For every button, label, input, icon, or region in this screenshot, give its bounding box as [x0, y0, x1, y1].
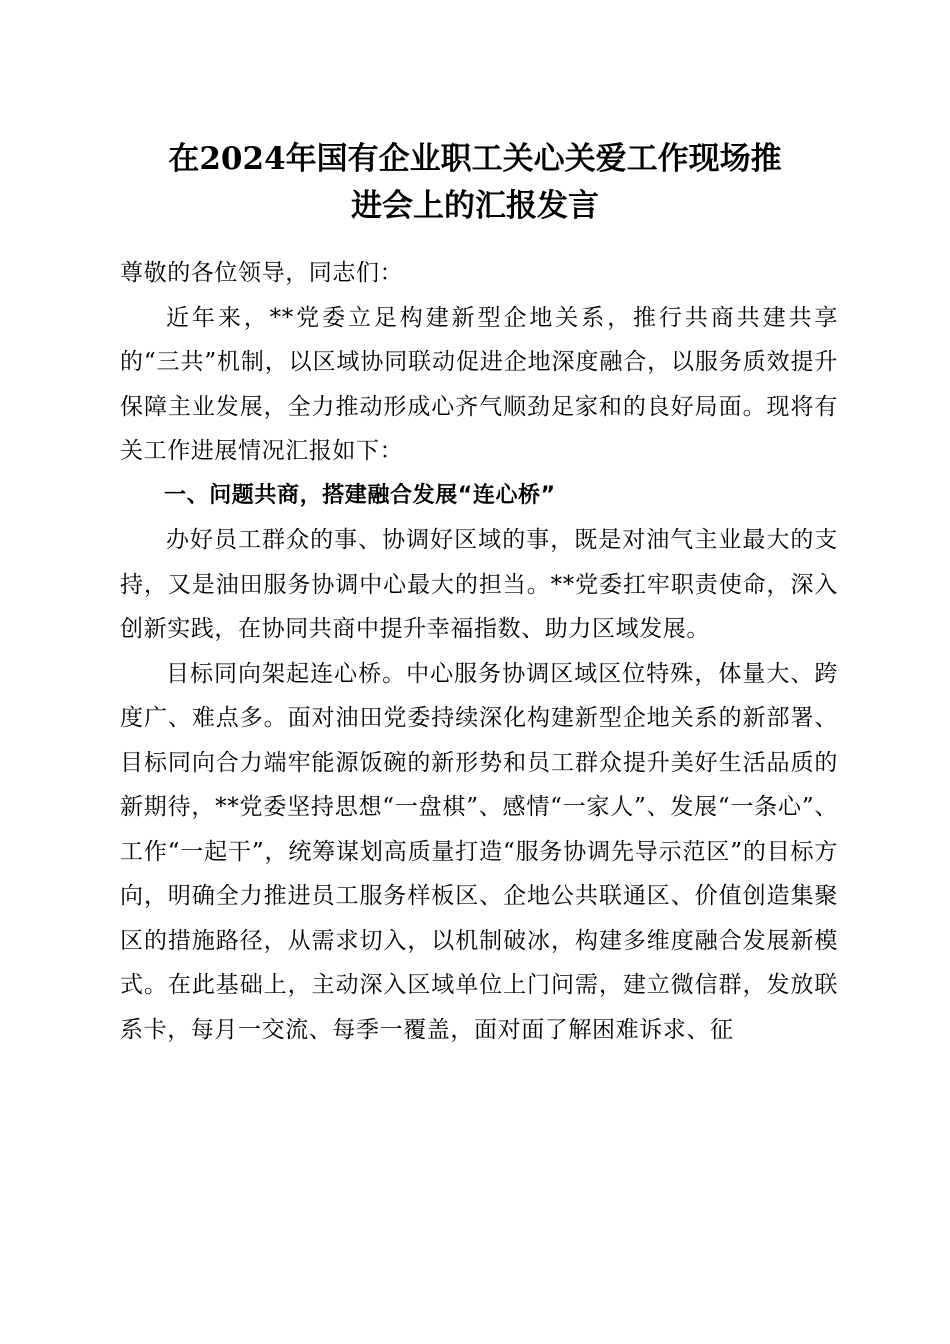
title-line-1: 在2024年国有企业职工关心关爱工作现场推 [168, 141, 782, 177]
document-title [110, 136, 840, 230]
salutation: 尊敬的各位领导，同志们： [120, 260, 404, 286]
title-line-2: 进会上的汇报发言 [351, 188, 599, 224]
document-body [120, 251, 838, 1052]
intro-paragraph: 近年来，**党委立足构建新型企地关系，推行共商共建共享的“三共”机制，以区域协同联动促进企地深度融合，以服务质效提升保障主业发展，全力推动形成心齐气顺劲足家和的良好局面。现将有关工作进展情况汇报如下： [120, 304, 838, 464]
section-paragraph-2: 目标同向架起连心桥。中心服务协调区域区位特殊，体量大、跨度广、难点多。面对油田党委持续深化构建新型企地关系的新部署、目标同向合力端牢能源饭碗的新形势和员工群众提升美好生活品质的新期待，**党委坚持思想“一盘棋”、感情“一家人”、发展“一条心”、工作“一起干”，统筹谋划高质量打造“服务协调先导示范区”的目标方向，明确全力推进员工服务样板区、企地公共联通区、价值创造集聚区的措施路径，从需求切入，以机制破冰，构建多维度融合发展新模式。在此基础上，主动深入区域单位上门问需，建立微信群，发放联系卡，每月一交流、每季一覆盖，面对面了解困难诉求、征 [120, 660, 838, 1043]
section-heading-1: 一、问题共商，搭建融合发展“连心桥” [164, 482, 556, 508]
section-paragraph-1: 办好员工群众的事、协调好区域的事，既是对油气主业最大的支持，又是油田服务协调中心最大的担当。**党委扛牢职责使命，深入创新实践，在协同共商中提升幸福指数、助力区域发展。 [120, 527, 838, 642]
